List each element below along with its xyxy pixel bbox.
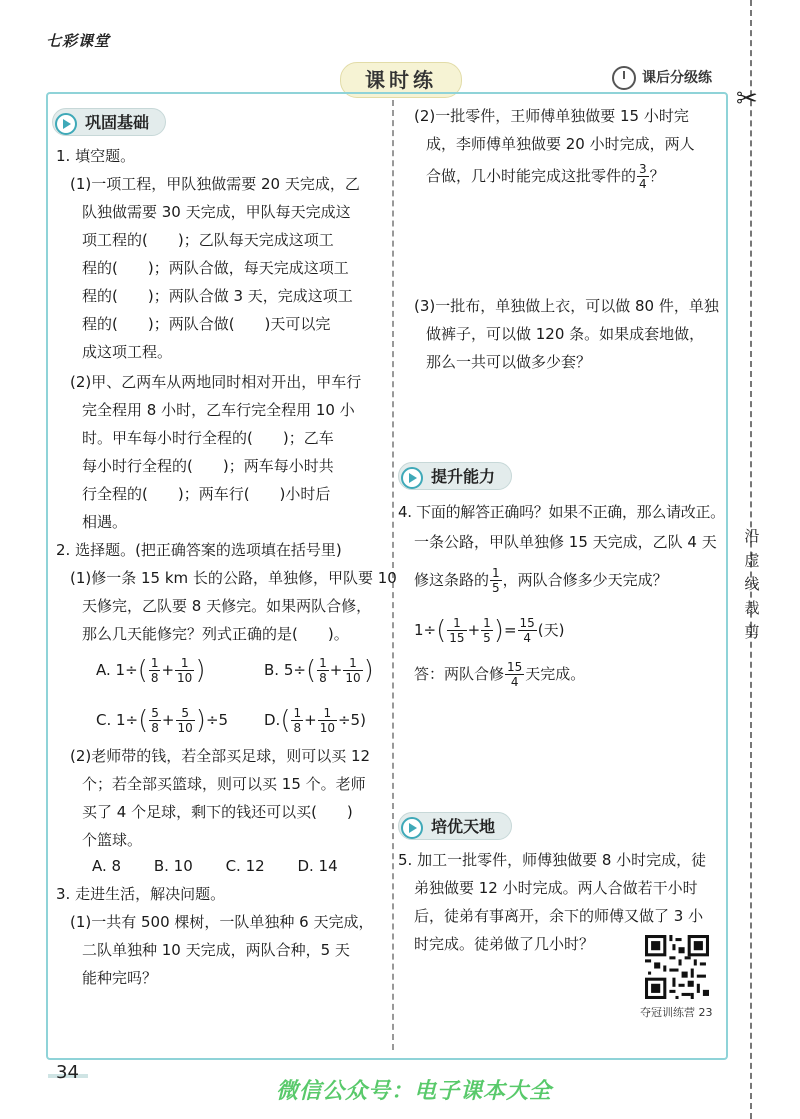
paren: )	[493, 615, 504, 646]
question-line: 成这项工程。	[82, 343, 173, 361]
fraction	[505, 660, 524, 689]
plus-sign: +	[304, 711, 317, 729]
fraction	[481, 616, 493, 645]
option-tail: ÷5)	[337, 711, 366, 729]
numerator: 1	[318, 706, 337, 721]
question-line: 那么几天能修完？列式正确的是( )。	[82, 625, 349, 643]
denominator: 10	[319, 721, 335, 735]
answer-line	[414, 660, 585, 689]
paren: (	[305, 655, 317, 686]
denominator: 10	[345, 671, 361, 685]
option-row	[92, 852, 338, 880]
denominator: 10	[177, 721, 193, 735]
denominator: 10	[177, 671, 193, 685]
denominator: 8	[150, 671, 159, 685]
numerator: 1	[150, 656, 159, 670]
fraction	[518, 616, 537, 645]
fraction	[447, 616, 466, 645]
question-line: 5. 加工一批零件，师傅独做要 8 小时完成，徒	[398, 851, 707, 869]
question-2-part-2	[70, 742, 370, 854]
question-line: 程的( )；两队合做 3 天，完成这项工	[82, 287, 353, 305]
question-line: 程的( )；两队合做，每天完成这项工	[82, 259, 349, 277]
question-line: 弟独做要 12 小时完成。两人合做若干小时	[414, 879, 698, 897]
question-line: 做裤子，可以做 120 条。如果成套地做，	[426, 325, 705, 343]
fraction	[490, 566, 502, 595]
question-line	[414, 566, 668, 595]
question-line: 队独做需要 30 天完成，甲队每天完成这	[82, 203, 351, 221]
question-line: 程的( )；两队合做( )天可以完	[82, 315, 331, 333]
question-3-part-2	[414, 102, 695, 191]
question-line: 那么一共可以做多少套？	[426, 353, 592, 371]
denominator: 15	[449, 631, 465, 645]
question-3-heading: 3. 走进生活，解决问题。	[56, 885, 226, 903]
section-heading-excel	[398, 812, 512, 840]
scissors-icon: ✂	[736, 84, 758, 114]
denominator: 8	[151, 721, 159, 735]
question-1-part-2	[70, 368, 361, 536]
section-heading-improve	[398, 462, 512, 490]
fraction	[176, 706, 195, 735]
cut-char: 裁	[744, 599, 760, 617]
play-icon	[55, 113, 77, 135]
fraction	[175, 656, 194, 685]
cut-char: 剪	[744, 623, 760, 641]
fraction	[343, 656, 362, 685]
option: B. 10	[153, 857, 193, 875]
denominator: 4	[639, 177, 647, 191]
question-line: 个篮球。	[82, 831, 143, 849]
question-line: 后，徒弟有事离开，余下的师傅又做了 3 小	[414, 907, 704, 925]
paren: )	[195, 655, 206, 686]
fraction	[317, 656, 329, 685]
page-title: 课时练	[340, 62, 462, 98]
numerator: 1	[492, 566, 500, 580]
question-4-heading: 4. 下面的解答正确吗？如果不正确，那么请改正。	[398, 503, 725, 521]
unit: (天)	[537, 621, 565, 639]
question-line: (1)一项工程，甲队独做需要 20 天完成，乙	[70, 175, 360, 193]
numerator: 1	[343, 656, 362, 671]
option-d	[264, 706, 366, 735]
answer-text: 答：两队合修	[414, 665, 505, 683]
paren: (	[436, 615, 447, 646]
paren: (	[280, 705, 291, 736]
question-line	[414, 162, 695, 191]
paren: (	[137, 655, 148, 686]
denominator: 4	[510, 675, 519, 689]
question-line: (2)甲、乙两车从两地同时相对开出，甲车行	[70, 373, 362, 391]
denominator: 5	[492, 581, 500, 595]
numerator: 1	[447, 616, 466, 631]
line-text: ，两队合修多少天完成？	[502, 571, 668, 589]
question-line: (2)老师带的钱，若全部买足球，则可以买 12	[70, 747, 371, 765]
question-1-heading: 1. 填空题。	[56, 147, 136, 165]
fraction	[318, 706, 337, 735]
calc-text: 1÷	[414, 621, 437, 639]
numerator: 15	[507, 660, 523, 674]
question-line: (3)一批布，单独做上衣，可以做 80 件，单独	[414, 297, 719, 315]
play-icon	[401, 817, 423, 839]
brand-logo: 七彩课堂	[46, 32, 111, 50]
qr-code[interactable]	[645, 935, 709, 999]
paren: )	[363, 655, 374, 686]
question-line: 二队单独种 10 天完成，两队合种，5 天	[82, 941, 350, 959]
numerator: 15	[519, 616, 535, 630]
numerator: 1	[175, 656, 194, 671]
option-label: A. 1÷	[96, 661, 138, 679]
numerator: 1	[483, 616, 491, 630]
question-line: 能种完吗？	[82, 969, 158, 987]
line-text: ？	[649, 167, 665, 185]
section-heading-text: 巩固基础	[85, 113, 150, 132]
fraction	[291, 706, 303, 735]
question-line: 买了 4 个足球，剩下的钱还可以买( )	[82, 803, 353, 821]
line-text: 合做，几小时能完成这批零件的	[426, 167, 637, 185]
option-c	[96, 706, 228, 735]
cut-instruction	[744, 524, 760, 644]
option-label: D.	[264, 711, 281, 729]
question-line: 时完成。徒弟做了几小时？	[414, 935, 595, 953]
calculation-line	[414, 616, 565, 645]
question-line: 一条公路，甲队单独修 15 天完成，乙队 4 天	[414, 533, 717, 551]
question-line: 时。甲车每小时行全程的( )；乙车	[82, 429, 334, 447]
paren: (	[138, 705, 149, 736]
option: D. 14	[297, 857, 338, 875]
question-line: 每小时行全程的( )；两车每小时共	[82, 457, 334, 475]
denominator: 8	[293, 721, 302, 735]
option: A. 8	[92, 857, 122, 875]
numerator: 1	[293, 706, 302, 720]
section-heading-text: 培优天地	[431, 817, 496, 836]
question-line: (1)一共有 500 棵树，一队单独种 6 天完成，	[70, 913, 374, 931]
question-line: (1)修一条 15 km 长的公路，单独修，甲队要 10	[70, 569, 397, 587]
page-number: 34	[56, 1062, 79, 1083]
question-line: 项工程的( )；乙队每天完成这项工	[82, 231, 334, 249]
plus-sign: +	[329, 661, 343, 679]
fraction	[637, 162, 649, 191]
cut-char: 线	[744, 575, 760, 593]
paren: )	[195, 705, 206, 736]
plus-sign: +	[161, 711, 175, 729]
option-a	[96, 656, 205, 685]
numerator: 5	[176, 706, 195, 721]
question-line: 天修完，乙队要 8 天修完。如果两队合修，	[82, 597, 372, 615]
plus-sign: +	[161, 661, 175, 679]
numerator: 5	[151, 706, 159, 720]
equals-sign: =	[503, 621, 517, 639]
qr-caption: 夺冠训练营 23	[640, 1006, 713, 1019]
denominator: 5	[483, 631, 491, 645]
section-label-text: 课后分级练	[642, 70, 712, 86]
cut-char: 沿	[744, 527, 760, 545]
clock-icon	[612, 66, 636, 90]
fraction	[149, 656, 161, 685]
question-1-part-1	[70, 170, 360, 366]
question-2-heading: 2. 选择题。(把正确答案的选项填在括号里)	[56, 541, 342, 559]
question-line: (2)一批零件，王师傅单独做要 15 小时完	[414, 107, 689, 125]
option: C. 12	[225, 857, 265, 875]
question-line: 完全程用 8 小时，乙车行完全程用 10 小	[82, 401, 355, 419]
fraction	[149, 706, 161, 735]
section-heading-text: 提升能力	[431, 467, 496, 486]
question-line: 相遇。	[82, 513, 128, 531]
question-3-part-1	[70, 908, 374, 992]
option-b	[264, 656, 374, 685]
answer-text: 天完成。	[525, 665, 586, 683]
footer-watermark: 微信公众号：电子课本大全	[276, 1079, 553, 1104]
section-heading-basics	[52, 108, 166, 136]
option-label: B. 5÷	[264, 661, 306, 679]
numerator: 1	[319, 656, 327, 670]
option-tail: ÷5	[205, 711, 229, 729]
option-label: C. 1÷	[96, 711, 139, 729]
plus-sign: +	[467, 621, 481, 639]
question-2-part-1	[70, 564, 397, 648]
question-line: 成，李师傅单独做要 20 小时完成，两人	[426, 135, 695, 153]
line-text: 修这条路的	[414, 571, 490, 589]
section-label	[612, 66, 712, 90]
question-3-part-3	[414, 292, 719, 376]
denominator: 8	[319, 671, 327, 685]
play-icon	[401, 467, 423, 489]
question-line: 行全程的( )；两车行( )小时后	[82, 485, 331, 503]
cut-char: 虚	[744, 551, 760, 569]
question-line: 个；若全部买篮球，则可以买 15 个。老师	[82, 775, 366, 793]
numerator: 3	[639, 162, 647, 176]
denominator: 4	[523, 631, 531, 645]
